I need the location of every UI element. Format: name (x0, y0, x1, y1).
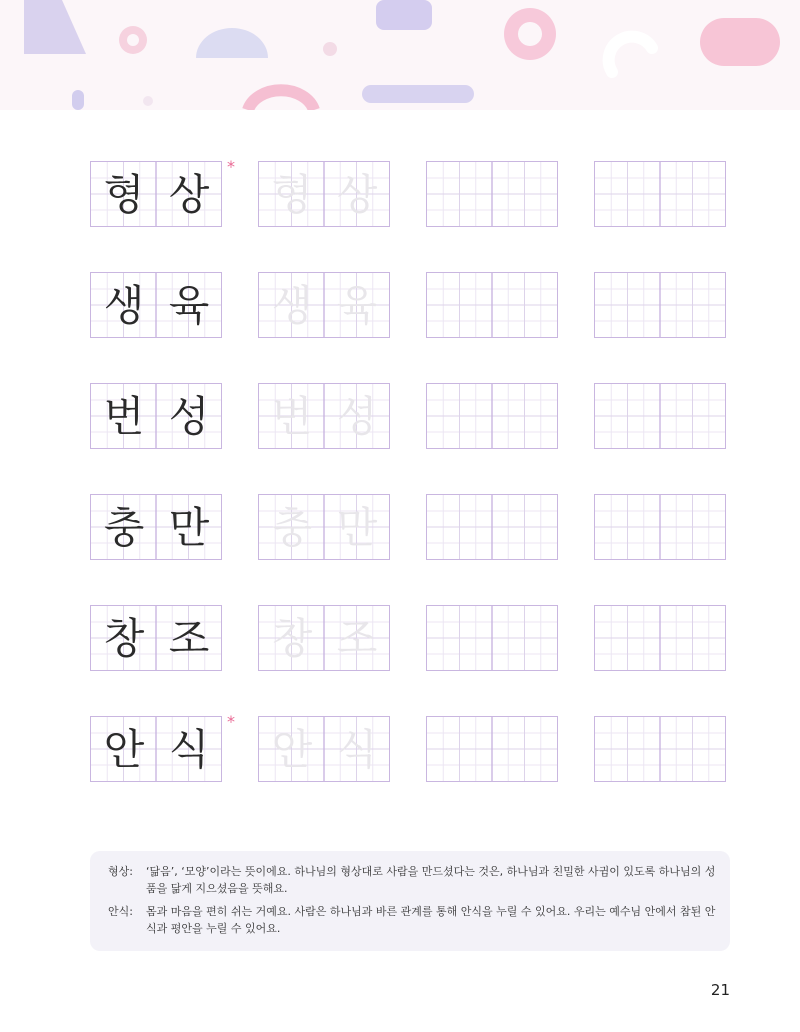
trace-character: 번 (271, 392, 313, 441)
model-box (90, 161, 222, 227)
trace-character: 안 (271, 725, 313, 774)
practice-row (90, 494, 730, 562)
blank-practice-box[interactable] (426, 272, 558, 338)
model-box (90, 494, 222, 560)
blank-practice-box[interactable] (594, 272, 726, 338)
practice-row (90, 383, 730, 451)
note-definition: 몸과 마음을 편히 쉬는 거예요. 사람은 하나님과 바른 관계를 통해 안식을 누릴 수 있어요. 우리는 예수님 안에서 참된 안식과 평안을 누릴 수 있어요. (146, 905, 716, 935)
trace-box (258, 605, 390, 671)
practice-row (90, 157, 730, 229)
trace-character: 상 (336, 170, 378, 219)
model-box (90, 383, 222, 449)
grid-lines (427, 273, 557, 337)
grid-lines (595, 717, 725, 781)
trace-character: 만 (336, 503, 378, 552)
note-term: 안식: (108, 905, 133, 918)
blank-practice-box[interactable] (426, 605, 558, 671)
note-item (108, 903, 718, 937)
asterisk-mark: * (227, 712, 235, 731)
grid-lines (595, 606, 725, 670)
blank-practice-box[interactable] (426, 161, 558, 227)
grid-lines (595, 384, 725, 448)
model-character: 번 (103, 392, 145, 441)
trace-character: 성 (336, 392, 378, 441)
practice-row (90, 272, 730, 340)
blank-practice-box[interactable] (594, 383, 726, 449)
model-character: 충 (103, 503, 145, 552)
model-character: 육 (168, 281, 210, 330)
grid-lines (595, 162, 725, 226)
trace-character: 생 (271, 281, 313, 330)
grid-lines (427, 162, 557, 226)
blank-practice-box[interactable] (426, 716, 558, 782)
blank-practice-box[interactable] (426, 383, 558, 449)
trace-box (258, 161, 390, 227)
model-character: 식 (168, 725, 210, 774)
blank-practice-box[interactable] (594, 716, 726, 782)
model-box (90, 716, 222, 782)
note-item (108, 863, 718, 897)
page-number: 21 (710, 981, 730, 999)
model-character: 생 (103, 281, 145, 330)
grid-lines (427, 717, 557, 781)
glossary-notes (90, 851, 730, 951)
blank-practice-box[interactable] (594, 161, 726, 227)
decorative-banner (0, 0, 800, 110)
practice-row (90, 712, 730, 784)
grid-lines (427, 606, 557, 670)
model-character: 형 (103, 170, 145, 219)
asterisk-mark: * (227, 157, 235, 176)
trace-character: 창 (271, 614, 313, 663)
trace-character: 조 (336, 614, 378, 663)
trace-box (258, 272, 390, 338)
model-box (90, 605, 222, 671)
trace-character: 충 (271, 503, 313, 552)
model-character: 창 (103, 614, 145, 663)
note-definition: ‘닮음’, ‘모양’이라는 뜻이에요. 하나님의 형상대로 사람을 만드셨다는 것은, 하나님과 친밀한 사귐이 있도록 하나님의 성품을 닮게 지으셨음을 뜻해요. (146, 865, 716, 895)
grid-lines (595, 273, 725, 337)
grid-lines (427, 384, 557, 448)
trace-box (258, 494, 390, 560)
model-character: 조 (168, 614, 210, 663)
model-character: 성 (168, 392, 210, 441)
practice-row (90, 605, 730, 673)
trace-character: 형 (271, 170, 313, 219)
trace-character: 육 (336, 281, 378, 330)
grid-lines (595, 495, 725, 559)
blank-practice-box[interactable] (426, 494, 558, 560)
trace-box (258, 383, 390, 449)
model-character: 만 (168, 503, 210, 552)
grid-lines (427, 495, 557, 559)
blank-practice-box[interactable] (594, 605, 726, 671)
triangle-shape (0, 0, 800, 110)
model-character: 상 (168, 170, 210, 219)
trace-character: 식 (336, 725, 378, 774)
blank-practice-box[interactable] (594, 494, 726, 560)
note-term: 형상: (108, 865, 133, 878)
model-box (90, 272, 222, 338)
trace-box (258, 716, 390, 782)
model-character: 안 (103, 725, 145, 774)
